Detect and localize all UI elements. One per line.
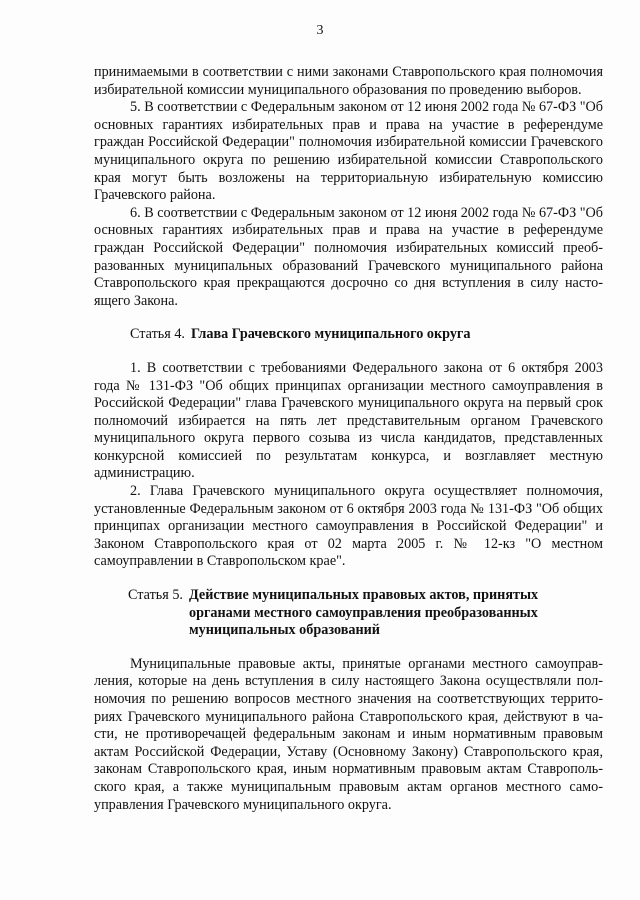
article-4-paragraph-1: 1. В соответствии с требованиями Федерального закона от 6 октября 2003 года № 131-ФЗ "Об общих принципах организации местного самоуправления в Российской Федерации" глава Грачевского муниципального округа на первый срок полномочий избирается на пять лет представительным органом Грачевского муниципального округа первого созыва из числа кандидатов, представленных конкурсной комиссией по результатам конкурса, и возглавляет местную администрацию. bbox=[94, 359, 603, 482]
article-4-label: Статья 4. bbox=[130, 326, 185, 343]
paragraph-item-5: 5. В соответствии с Федеральным законом от 12 июня 2002 года № 67-ФЗ "Об основных гарантиях избирательных прав и права на участие в референдуме граждан Российской Федерации" полномочия избирательной комиссии Грачевского муниципального округа по решению избирательной комиссии Ставропольского края могут быть возложены на территориальную избирательную комиссию Грачевского района. bbox=[94, 99, 603, 204]
paragraph-continuation: принимаемыми в соответствии с ними законами Ставропольского края полномочия избирательной комиссии муниципального образования по проведению выборов. bbox=[94, 64, 603, 98]
article-4-title: Глава Грачевского муниципального округа bbox=[190, 326, 471, 343]
paragraph-item-6: 6. В соответствии с Федеральным законом от 12 июня 2002 года № 67-ФЗ "Об основных гарантиях избирательных прав и права на участие в референдуме граждан Российской Федерации" полномочия избирательных комиссий преобразованных муниципальных образований Грачевского муниципального района Ставропольского края прекращаются досрочно со дня вступления в силу настоящего Закона. bbox=[94, 204, 603, 309]
article-5-heading bbox=[94, 587, 603, 640]
article-4-paragraph-2: 2. Глава Грачевского муниципального округа осуществляет полномочия, установленные Федеральным законом от 6 октября 2003 года № 131-ФЗ "Об общих принципах организации местного самоуправления в Российской Федерации" и Законом Ставропольского края от 02 марта 2005 г. № 12-кз "О местном самоуправлении в Ставропольском крае". bbox=[94, 483, 603, 570]
page-number: 3 bbox=[316, 23, 324, 38]
article-5-paragraph: Муниципальные правовые акты, принятые органами местного самоуправления, которые на день вступления в силу настоящего Закона осуществляли полномочия по решению вопросов местного значения на соответствующих территориях Грачевского муниципального района Ставропольского края, действуют в части, не противоречащей федеральным законам и иным нормативным правовым актам Российской Федерации, Уставу (Основному Закону) Ставропольского края, законам Ставропольского края, иным нормативным правовым актам Ставропольского края, а также муниципальным правовым актам органов местного самоуправления Грачевского муниципального округа. bbox=[94, 655, 603, 813]
document-body bbox=[94, 64, 603, 814]
article-4-heading bbox=[94, 326, 603, 344]
article-5-title: Действие муниципальных правовых актов, принятых органами местного самоуправления преобразованных муниципальных образований bbox=[188, 587, 539, 639]
article-5-label: Статья 5. bbox=[128, 587, 183, 604]
